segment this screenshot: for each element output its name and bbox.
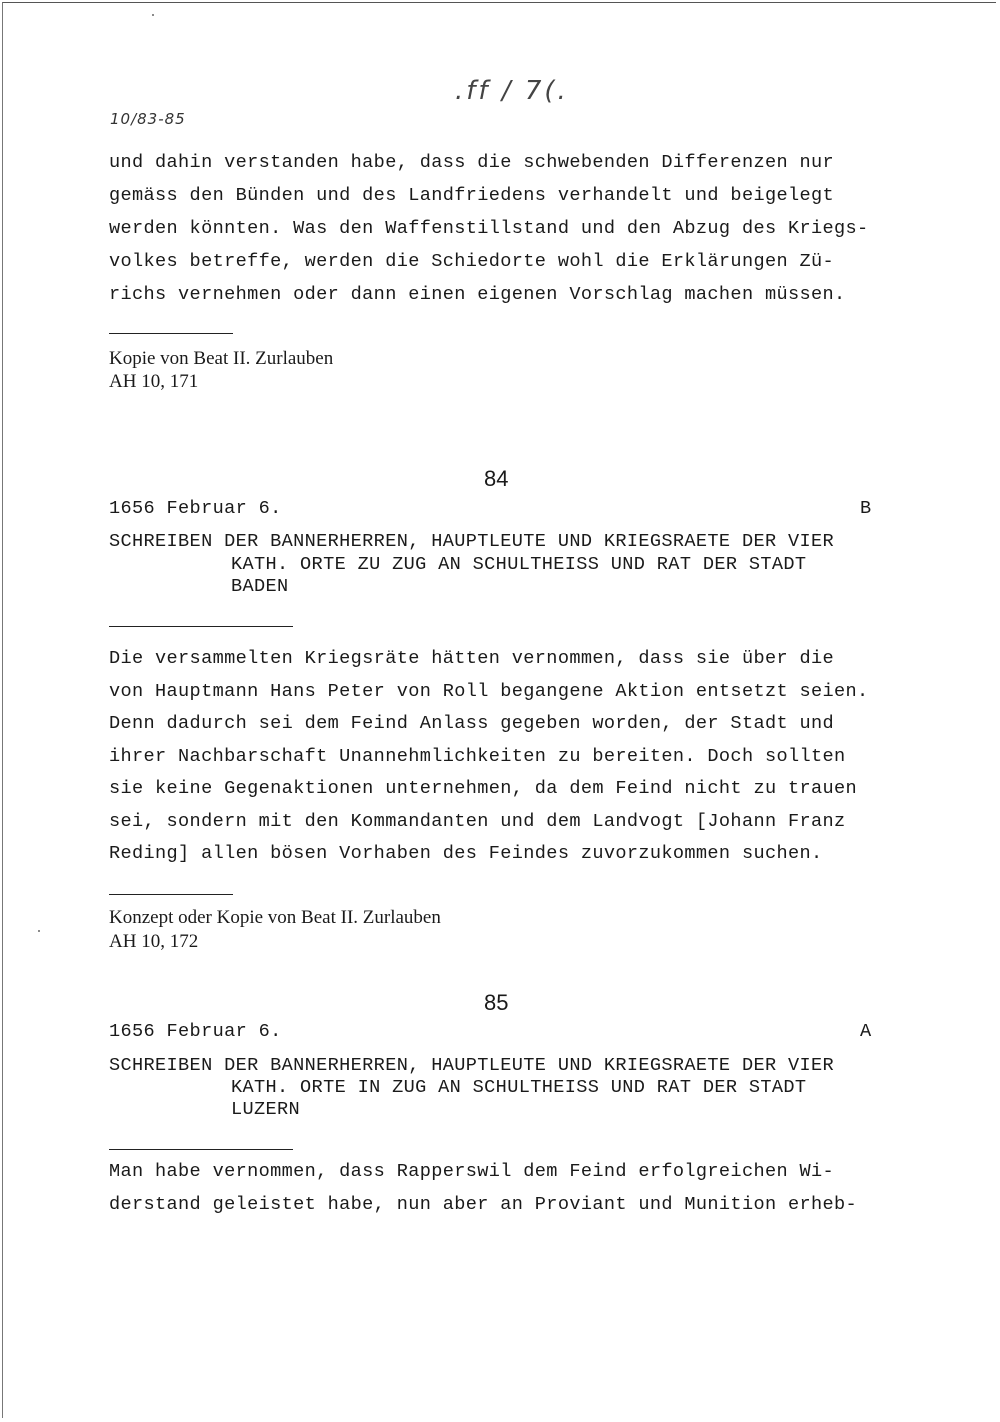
- separator-rule: [109, 626, 293, 627]
- text-line: von Hauptmann Hans Peter von Roll begangene Aktion entsetzt seien.: [109, 681, 869, 702]
- entry-title-line: KATH. ORTE IN ZUG AN SCHULTHEISS UND RAT DER STADT: [231, 1077, 807, 1098]
- page-reference: 10/83-85: [110, 110, 186, 128]
- text-line: Man habe vernommen, dass Rapperswil dem Feind erfolgreichen Wi-: [109, 1161, 835, 1182]
- entry-date: 1656 Februar 6.: [109, 1021, 282, 1042]
- text-line: sie keine Gegenaktionen unternehmen, da dem Feind nicht zu trauen: [109, 778, 858, 799]
- entry-title-line: KATH. ORTE ZU ZUG AN SCHULTHEISS UND RAT DER STADT: [231, 554, 807, 575]
- text-line: Die versammelten Kriegsräte hätten vernommen, dass sie über die: [109, 648, 835, 669]
- text-line: und dahin verstanden habe, dass die schwebenden Differenzen nur: [109, 152, 835, 173]
- text-line: volkes betreffe, werden die Schiedorte wohl die Erklärungen Zü-: [109, 251, 835, 272]
- entry-number: 84: [484, 466, 509, 491]
- entry-title-line: SCHREIBEN DER BANNERHERREN, HAUPTLEUTE UND KRIEGSRAETE DER VIER: [109, 1055, 835, 1076]
- text-line: sei, sondern mit den Kommandanten und dem Landvogt [Johann Franz: [109, 811, 846, 832]
- text-line: Denn dadurch sei dem Feind Anlass gegeben worden, der Stadt und: [109, 713, 835, 734]
- entry-title-line: SCHREIBEN DER BANNERHERREN, HAUPTLEUTE UND KRIEGSRAETE DER VIER: [109, 531, 835, 552]
- source-note: Konzept oder Kopie von Beat II. Zurlauben: [109, 907, 441, 928]
- source-shelfmark: AH 10, 171: [109, 371, 199, 392]
- entry-marker: A: [860, 1021, 872, 1042]
- text-line: derstand geleistet habe, nun aber an Proviant und Munition erheb-: [109, 1194, 858, 1215]
- pencil-folio-mark: .ff / 7(.: [455, 76, 569, 106]
- source-shelfmark: AH 10, 172: [109, 931, 199, 952]
- text-line: richs vernehmen oder dann einen eigenen Vorschlag machen müssen.: [109, 284, 846, 305]
- text-line: werden könnten. Was den Waffenstillstand und den Abzug des Kriegs-: [109, 218, 869, 239]
- entry-marker: B: [860, 498, 872, 519]
- entry-title-line: LUZERN: [231, 1099, 301, 1120]
- separator-rule: [109, 894, 233, 895]
- text-line: gemäss den Bünden und des Landfriedens verhandelt und beigelegt: [109, 185, 835, 206]
- text-line: ihrer Nachbarschaft Unannehmlichkeiten zu bereiten. Doch sollten: [109, 746, 846, 767]
- scan-speck: [152, 14, 154, 16]
- separator-rule: [109, 333, 233, 334]
- text-line: Reding] allen bösen Vorhaben des Feindes zuvorzukommen suchen.: [109, 843, 823, 864]
- scan-speck: [38, 930, 40, 932]
- entry-date: 1656 Februar 6.: [109, 498, 282, 519]
- separator-rule: [109, 1149, 293, 1150]
- entry-number: 85: [484, 990, 509, 1015]
- source-note: Kopie von Beat II. Zurlauben: [109, 348, 334, 369]
- entry-title-line: BADEN: [231, 576, 289, 597]
